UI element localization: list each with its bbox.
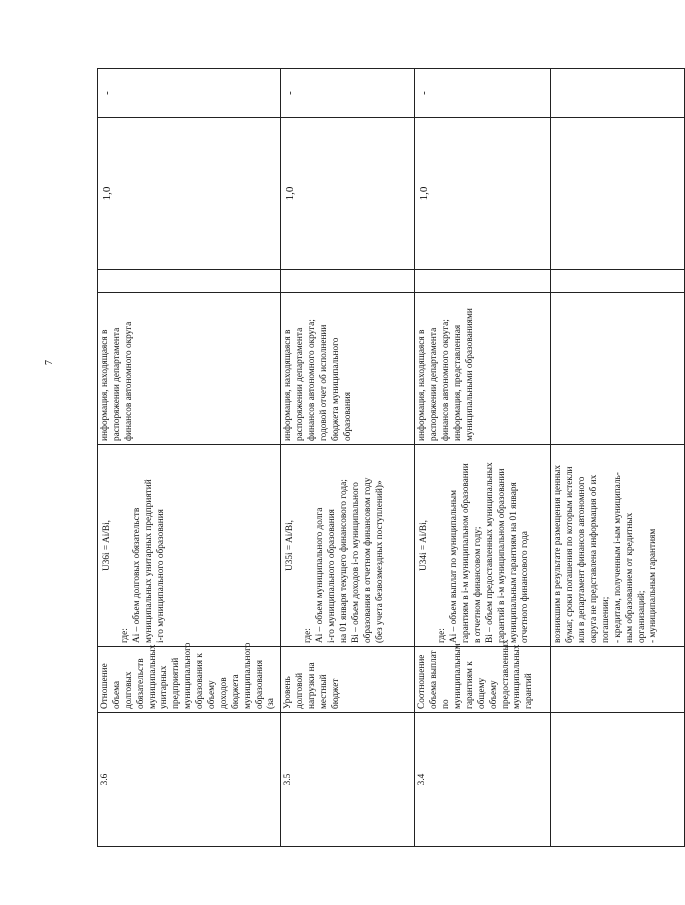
method-line: возникшим в результате размещения ценных [553, 465, 564, 643]
formula: U35i = Ai/Bi, [285, 520, 296, 571]
method-line: - кредитам, полученным i-ым муниципаль- [612, 472, 623, 643]
rotated-table-container [97, 69, 659, 847]
method-line: Ai – объем долговых обязательств [131, 507, 142, 643]
method-line: гарантиям в i-м муниципальном образовании [461, 463, 472, 643]
method-line: где: [303, 628, 314, 643]
data-source: информация, находящаяся в распоряжении департамента финансов автономного округа [98, 293, 281, 445]
empty-cell [98, 270, 281, 293]
indicator-name: Уровень долговой нагрузки на местный бюджет [281, 647, 415, 713]
method-line: Ai – объем выплат по муниципальным [449, 490, 460, 643]
page-number: 7 [44, 360, 55, 365]
row-number: 3.6 [98, 713, 281, 847]
method-line: Bi – объем предоставленных муниципальных [484, 462, 495, 643]
method-line: i-го муниципального образования [155, 509, 166, 643]
method-line: на 01 января текущего финансового года; [338, 479, 349, 643]
calculation-method [281, 445, 415, 647]
method-line: муниципальным гарантиям на 01 января [508, 482, 519, 643]
value-cell: - [281, 69, 415, 118]
method-line: бумаг, сроки погашения по которым истекли [565, 466, 576, 643]
row-number: 3.4 [415, 713, 551, 847]
method-line: Ai – объем муниципального долга [315, 507, 326, 643]
table-row [98, 69, 281, 847]
table-row [415, 69, 551, 847]
method-line: отчетного финансового года [520, 531, 531, 643]
calculation-method [551, 445, 685, 647]
method-line: в отчетном финансовом году; [472, 526, 483, 643]
method-line: или в департамент финансов автономного [577, 476, 588, 643]
method-line: округа не представлена информация об их [589, 474, 600, 643]
empty-cell [551, 270, 685, 293]
method-line: где: [437, 628, 448, 643]
method-line: Bi – объем доходов i-го муниципального [350, 482, 361, 643]
formula: U36i = Ai/Bi, [102, 520, 112, 571]
calculation-method [415, 445, 551, 647]
method-line: организаций; [636, 590, 647, 643]
data-source: информация, находящаяся в распоряжении департамента финансов автономного округа; годовой отчет об исполнении бюджета муниципального образования [281, 293, 415, 445]
data-source: информация, находящаяся в распоряжении департамента финансов автономного округа; информация, представленная муниципальными образованиями [415, 293, 551, 445]
weight-coefficient: 1,0 [98, 118, 281, 270]
data-source [551, 293, 685, 445]
indicator-name [551, 647, 685, 713]
method-line: i-го муниципального образования [327, 509, 338, 643]
row-number: 3.5 [281, 713, 415, 847]
method-line: ным образованием от кредитных [624, 512, 635, 643]
method-line: где: [119, 628, 130, 643]
weight-coefficient: 1,0 [415, 118, 551, 270]
method-line: (без учета безвозмездных поступлений)» [374, 480, 385, 643]
indicator-name: Отношение объема долговых обязательств муниципальных унитарных предприятий муниципального образования к объему доходов бюджета муниципального образования (за [98, 647, 281, 713]
method-line: образования в отчетном финансовом году [362, 477, 373, 643]
value-cell: - [98, 69, 281, 118]
empty-cell [281, 270, 415, 293]
empty-cell [415, 270, 551, 293]
method-line: погашении; [600, 596, 611, 643]
weight-coefficient [551, 118, 685, 270]
weight-coefficient: 1,0 [281, 118, 415, 270]
value-cell: - [415, 69, 551, 118]
table-row [281, 69, 415, 847]
table-row [551, 69, 685, 847]
formula: U34i = Ai/Bi, [419, 520, 430, 571]
value-cell [551, 69, 685, 118]
method-line: муниципальных унитарных предприятий [143, 479, 154, 643]
row-number [551, 713, 685, 847]
method-line: гарантий в i-м муниципальном образовании [496, 468, 507, 643]
method-line: - муниципальным гарантиям [648, 528, 659, 643]
indicators-table [97, 68, 685, 847]
calculation-method [98, 445, 281, 647]
indicator-name: Соотношение объема выплат по муниципальным гарантиям к общему объему предоставленных муниципальных гарантий [415, 647, 551, 713]
